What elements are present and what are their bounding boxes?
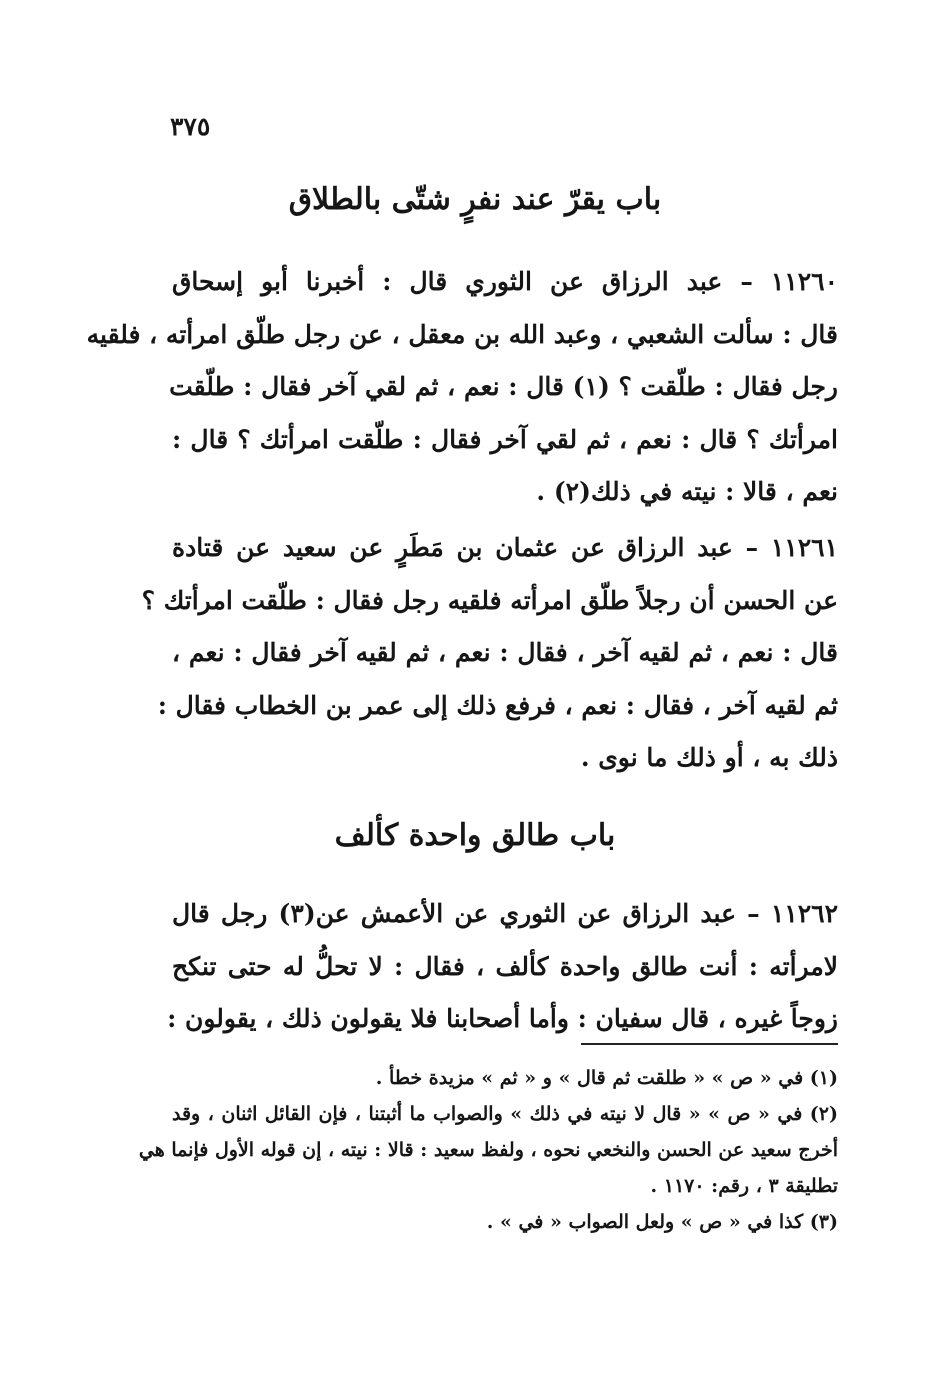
paragraph-line: ثم لقيه آخر ، فقال : نعم ، فرفع ذلك إلى عمر بن الخطاب فقال : bbox=[157, 690, 838, 720]
footnote-1: (١) في « ص » « طلقت ثم قال » و « ثم » مزيدة خطأ . bbox=[375, 1067, 838, 1089]
footnote-2-end: تطليقة ٣ ، رقم: ١١٧٠ . bbox=[650, 1175, 838, 1197]
paragraph-line: ١١٢٦١ – عبد الرزاق عن عثمان بن مَطَرٍ عن سعيد عن قتادة bbox=[172, 533, 838, 562]
footnote-2-continued: أخرج سعيد عن الحسن والنخعي نحوه ، ولفظ سعيد : قالا : نيته ، إن قوله الأول فإنما هي bbox=[138, 1139, 838, 1161]
footnote-2: (٢) في « ص » « قال لا نيته في ذلك » والصواب ما أثبتنا ، فإن القائل اثنان ، وقد bbox=[172, 1103, 838, 1125]
paragraph-line: لامرأته : أنت طالق واحدة كألف ، فقال : لا تحلُّ له حتى تنكح bbox=[172, 951, 838, 981]
page-number: ٣٧٥ bbox=[170, 112, 211, 141]
paragraph-line: ١١٢٦٢ – عبد الرزاق عن الثوري عن الأعمش عن(٣) رجل قال bbox=[172, 899, 838, 928]
paragraph-line: ذلك به ، أو ذلك ما نوى . bbox=[580, 743, 838, 772]
footnote-3: (٣) كذا في « ص » ولعل الصواب « في » . bbox=[486, 1211, 838, 1233]
paragraph-line: قال : سألت الشعبي ، وعبد الله بن معقل ، عن رجل طلّق امرأته ، فلقيه bbox=[86, 319, 838, 349]
hadith-paragraph-11260 bbox=[86, 256, 838, 519]
hadith-paragraph-11262 bbox=[167, 888, 838, 1046]
paragraph-line: زوجاً غيره ، قال سفيان : وأما أصحابنا فلا يقولون ذلك ، يقولون : bbox=[167, 1004, 838, 1033]
paragraph-line: ١١٢٦٠ – عبد الرزاق عن الثوري قال : أخبرنا أبو إسحاق bbox=[172, 267, 838, 296]
paragraph-line: عن الحسن أن رجلاً طلّق امرأته فلقيه رجل فقال : طلّقت امرأتك ؟ bbox=[141, 585, 838, 615]
footnote-separator bbox=[581, 1043, 838, 1045]
paragraph-line: امرأتك ؟ قال : نعم ، ثم لقي آخر فقال : طلّقت امرأتك ؟ قال : bbox=[172, 424, 838, 454]
paragraph-line: قال : نعم ، ثم لقيه آخر ، فقال : نعم ، ثم لقيه آخر فقال : نعم ، bbox=[172, 638, 838, 667]
paragraph-line: نعم ، قالا : نيته في ذلك(٢) . bbox=[536, 477, 838, 506]
chapter-heading-confession: باب يقرّ عند نفرٍ شتّى بالطلاق bbox=[288, 182, 662, 217]
paragraph-line: رجل فقال : طلّقت ؟ (١) قال : نعم ، ثم لقي آخر فقال : طلّقت bbox=[169, 372, 838, 401]
hadith-paragraph-11261 bbox=[141, 522, 838, 785]
chapter-heading-divorce-as-thousand: باب طالق واحدة كألف bbox=[334, 818, 616, 853]
footnotes bbox=[138, 1060, 838, 1240]
